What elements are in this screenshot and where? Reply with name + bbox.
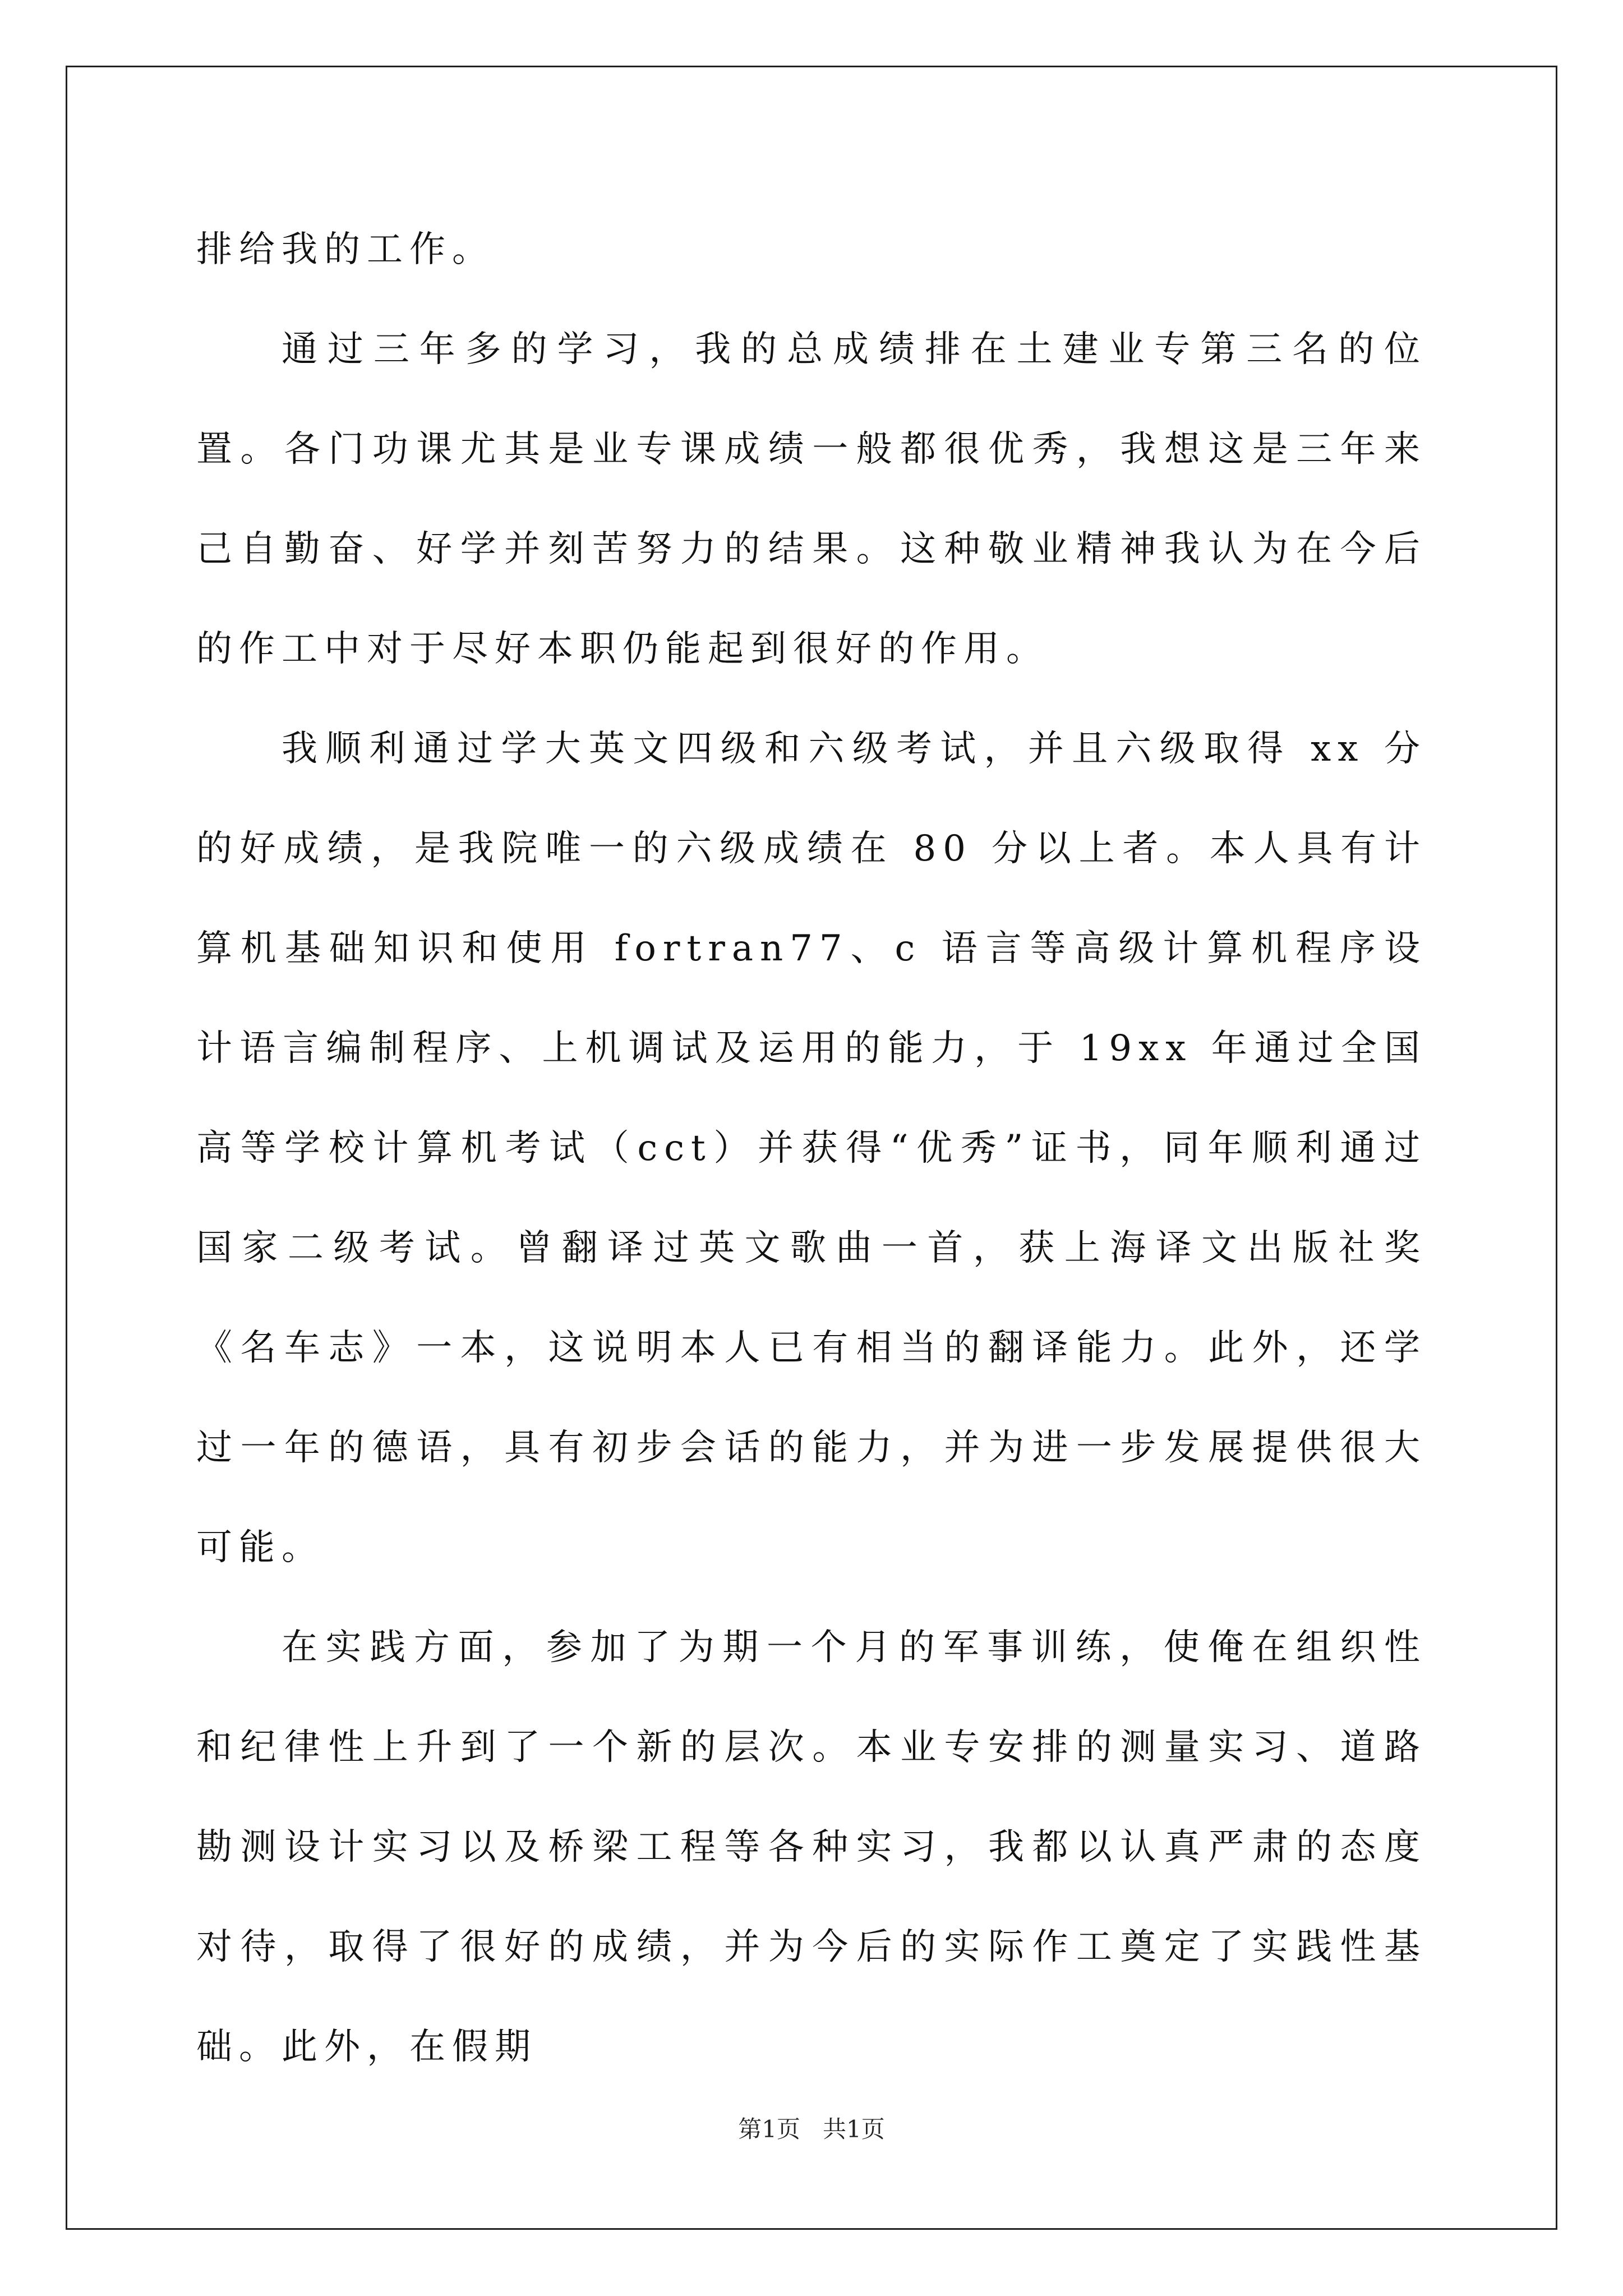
- paragraph-academic-results: 通过三年多的学习，我的总成绩排在土建业专第三名的位置。各门功课尤其是业专课成绩一般都很优秀，我想这是三年来己自勤奋、好学并刻苦努力的结果。这种敬业精神我认为在今后的作工中对于尽好本职仍能起到很好的作用。: [196, 329, 1427, 670]
- document-body: [196, 200, 1427, 2097]
- page-number-footer: 第1页 共1页: [738, 2115, 885, 2143]
- paragraph-practice: 在实践方面，参加了为期一个月的军事训练，使俺在组织性和纪律性上升到了一个新的层次。本业专安排的测量实习、道路勘测设计实习以及桥梁工程等各种实习，我都以认真严肃的态度对待，取得了很好的成绩，并为今后的实际作工奠定了实践性基础。此外，在假期: [196, 1627, 1427, 2068]
- paragraph-language-computer-skills: 我顺利通过学大英文四级和六级考试，并且六级取得 xx 分的好成绩，是我院唯一的六级成绩在 80 分以上者。本人具有计算机基础知识和使用 fortran77、c 语言等高级计算机程序设计语言编制程序、上机调试及运用的能力，于 19xx 年通过全国高等学校计算机考试（cct）并获得“优秀”证书，同年顺利通过国家二级考试。曾翻译过英文歌曲一首，获上海译文出版社奖《名车志》一本，这说明本人已有相当的翻译能力。此外，还学过一年的德语，具有初步会话的能力，并为进一步发展提供很大可能。: [196, 728, 1427, 1568]
- paragraph-continuation: 排给我的工作。: [196, 229, 495, 270]
